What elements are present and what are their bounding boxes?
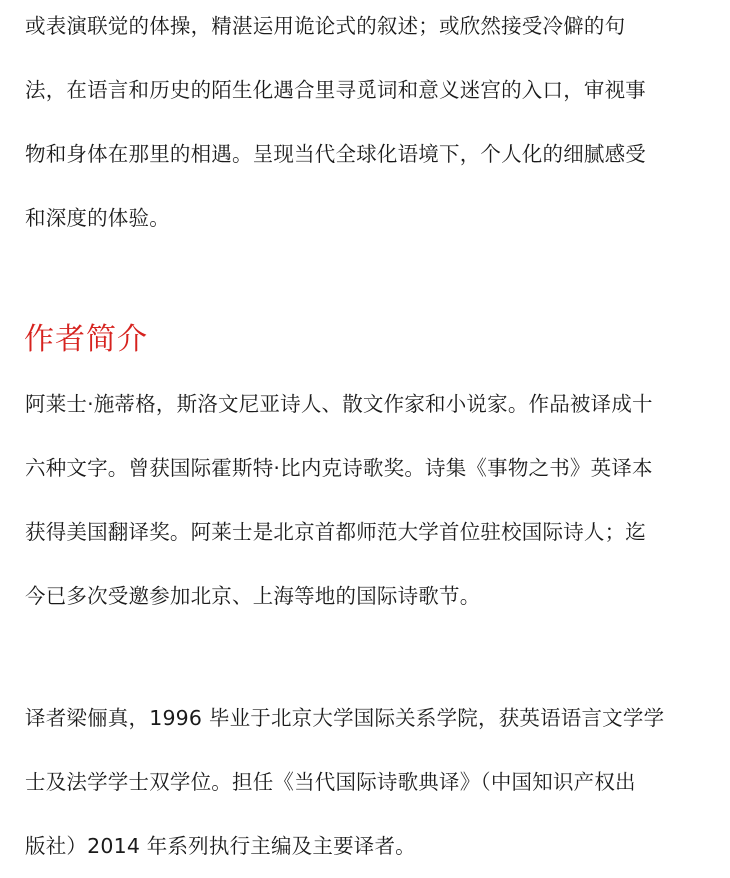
text-line: 和深度的体验。: [25, 206, 170, 230]
text-line: 译者梁俪真，1996 毕业于北京大学国际关系学院，获英语语言文学学: [25, 706, 665, 730]
text-line: 士及法学学士双学位。担任《当代国际诗歌典译》（中国知识产权出: [25, 770, 636, 794]
author-bio-paragraph: [25, 372, 705, 628]
text-line: 六种文字。曾获国际霍斯特·比内克诗歌奖。诗集《事物之书》英译本: [25, 456, 653, 480]
text-line: 或表演联觉的体操，精湛运用诡论式的叙述；或欣然接受冷僻的句: [25, 14, 626, 38]
text-line: 阿莱士·施蒂格，斯洛文尼亚诗人、散文作家和小说家。作品被译成十: [25, 392, 653, 416]
text-line: 版社）2014 年系列执行主编及主要译者。: [25, 834, 416, 858]
text-line: 获得美国翻译奖。阿莱士是北京首都师范大学首位驻校国际诗人；迄: [25, 520, 646, 544]
translator-bio-paragraph: [25, 686, 705, 878]
text-line: 物和身体在那里的相遇。呈现当代全球化语境下，个人化的细腻感受: [25, 142, 646, 166]
intro-paragraph: [25, 0, 705, 250]
section-heading-author-intro: 作者简介: [24, 322, 148, 357]
text-line: 今已多次受邀参加北京、上海等地的国际诗歌节。: [25, 584, 481, 608]
text-line: 法，在语言和历史的陌生化遇合里寻觅词和意义迷宫的入口，审视事: [25, 78, 646, 102]
